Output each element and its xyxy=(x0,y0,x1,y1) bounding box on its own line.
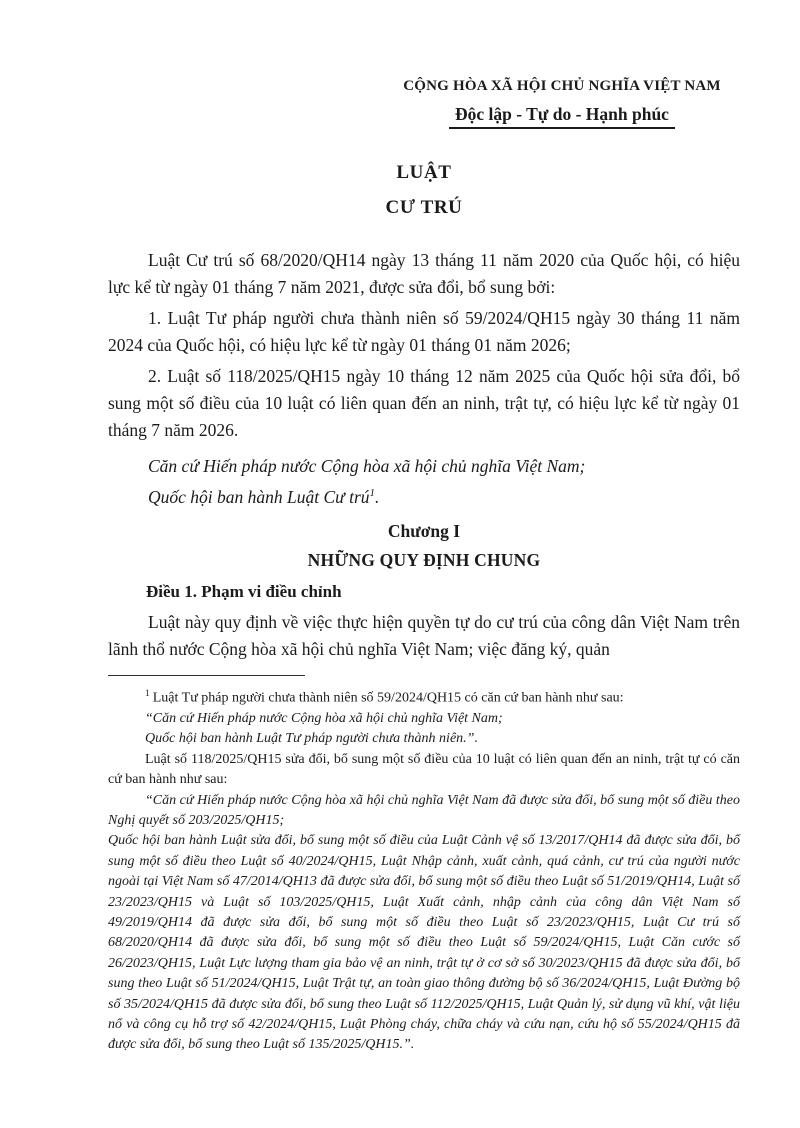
footnote-section xyxy=(108,684,740,1056)
footnote-reference-superscript: 1 xyxy=(369,487,376,499)
article-1-heading: Điều 1. Phạm vi điều chỉnh xyxy=(146,581,342,601)
article-1-body: Luật này quy định về việc thực hiện quyền tự do cư trú của công dân Việt Nam trên lãnh thổ nước Cộng hòa xã hội chủ nghĩa Việt Nam; việc đăng ký, quản xyxy=(108,611,740,659)
document-title-type: LUẬT xyxy=(396,162,452,183)
intro-paragraph-2: 1. Luật Tư pháp người chưa thành niên số 59/2024/QH15 ngày 30 tháng 11 năm 2024 của Quốc hội, có hiệu lực kể từ ngày 01 tháng 01 năm 2026; xyxy=(108,308,740,355)
footnote-divider xyxy=(108,675,305,676)
intro-section xyxy=(108,247,740,444)
footnote-paragraph-5: “Căn cứ Hiến pháp nước Cộng hòa xã hội chủ nghĩa Việt Nam đã được sửa đổi, bổ sung một số điều theo Nghị quyết số 203/2025/QH15; xyxy=(108,792,740,828)
preamble-enactment-text: Quốc hội ban hành Luật Cư trú xyxy=(148,486,370,507)
document-title-name: CƯ TRÚ xyxy=(385,197,463,218)
chapter-title: NHỮNG QUY ĐỊNH CHUNG xyxy=(307,549,541,570)
chapter-number: Chương I xyxy=(387,520,461,541)
chapter-heading xyxy=(108,521,740,571)
footnote-paragraph-6: Quốc hội ban hành Luật sửa đổi, bổ sung một số điều của Luật Cảnh vệ số 13/2017/QH14 đã được sửa đổi, bổ sung một số điều theo Luật số 40/2024/QH15, Luật Nhập cảnh, xuất cảnh, quá cảnh, cư trú của người nước ngoài tại Việt Nam số 47/2014/QH13 đã được sửa đổi, bổ sung một số điều theo Luật số 51/2019/QH14, Luật số 23/2023/QH15 và Luật số 103/2025/QH15, Luật Xuất cảnh, nhập cảnh của công dân Việt Nam số 49/2019/QH14 đã được sửa đổi, bổ sung một số điều theo Luật số 23/2023/QH15, Luật Cư trú số 68/2020/QH14 đã được sửa đổi, bổ sung một số điều theo Luật số 59/2024/QH15, Luật Căn cước số 26/2023/QH15, Luật Lực lượng tham gia bảo vệ an ninh, trật tự ở cơ sở số 30/2023/QH15 đã được sửa đổi, bổ sung theo Luật số 51/2024/QH15, Luật Trật tự, an toàn giao thông đường bộ số 36/2024/QH15, Luật Đường bộ số 35/2024/QH15 đã được sửa đổi, bổ sung theo Luật số 112/2025/QH15, Luật Quản lý, sử dụng vũ khí, vật liệu nổ và công cụ hỗ trợ số 42/2024/QH15, Luật Phòng cháy, chữa cháy và cứu nạn, cứu hộ số 55/2024/QH15 đã được sửa đổi, bổ sung theo Luật số 135/2025/QH15.”. xyxy=(108,833,740,1053)
footnote-marker: 1 xyxy=(145,688,150,699)
intro-paragraph-1: Luật Cư trú số 68/2020/QH14 ngày 13 tháng 11 năm 2020 của Quốc hội, có hiệu lực kể từ ngày 01 tháng 7 năm 2021, được sửa đổi, bổ sung bởi: xyxy=(108,250,740,297)
preamble-enactment-period: . xyxy=(375,486,380,507)
national-header-motto-text: Độc lập - Tự do - Hạnh phúc xyxy=(449,104,675,129)
document-title xyxy=(108,162,740,219)
preamble-line-enactment xyxy=(108,480,740,511)
preamble-section xyxy=(108,453,740,511)
intro-paragraph-3: 2. Luật số 118/2025/QH15 ngày 10 tháng 12 năm 2025 của Quốc hội sửa đổi, bổ sung một số điều của 10 luật có liên quan đến an ninh, trật tự, có hiệu lực kể từ ngày 01 tháng 7 năm 2026. xyxy=(108,366,740,440)
footnote-paragraph-4: Luật số 118/2025/QH15 sửa đổi, bổ sung một số điều của 10 luật có liên quan đến an ninh, trật tự có căn cứ ban hành như sau: xyxy=(108,751,740,788)
national-header-motto xyxy=(386,104,738,129)
footnote-paragraph-1 xyxy=(108,684,740,709)
footnote-paragraph-2: “Căn cứ Hiến pháp nước Cộng hòa xã hội chủ nghĩa Việt Nam; xyxy=(145,710,503,726)
national-header-country: CỘNG HÒA XÃ HỘI CHỦ NGHĨA VIỆT NAM xyxy=(403,78,721,94)
footnote-paragraph-3: Quốc hội ban hành Luật Tư pháp người chưa thành niên.”. xyxy=(145,731,478,747)
national-header xyxy=(386,78,738,129)
preamble-line-constitution: Căn cứ Hiến pháp nước Cộng hòa xã hội chủ nghĩa Việt Nam; xyxy=(148,456,586,476)
footnote-paragraph-1-text: Luật Tư pháp người chưa thành niên số 59/2024/QH15 có căn cứ ban hành như sau: xyxy=(152,690,624,706)
